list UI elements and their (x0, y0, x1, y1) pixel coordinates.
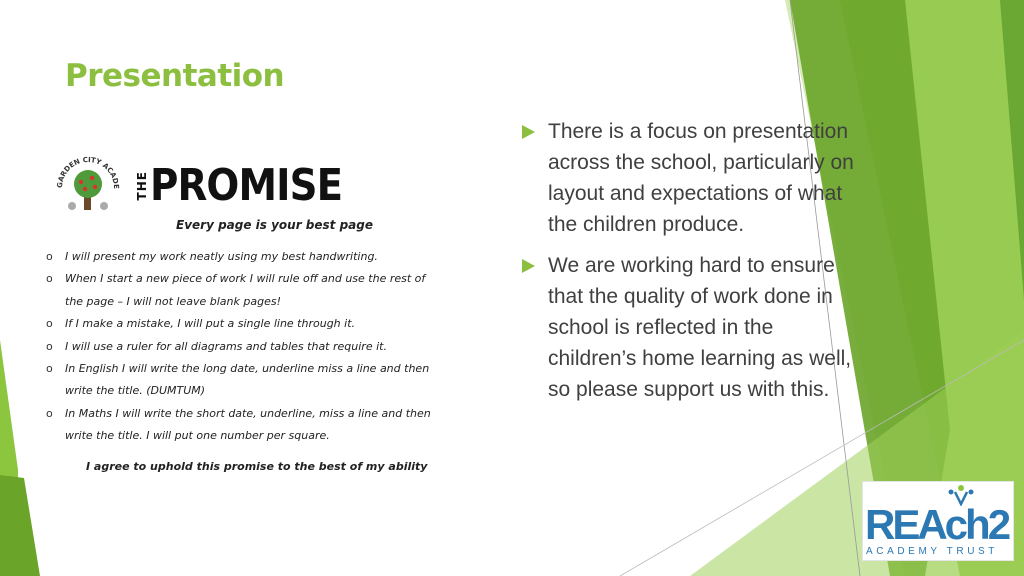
promise-item-continued: write the title. I will put one number per square. (65, 429, 330, 443)
promise-wordmark (136, 162, 368, 210)
promise-list (44, 246, 464, 448)
slide-title: Presentation (65, 58, 285, 94)
school-logo (52, 148, 124, 220)
bullet-text: There is a focus on presentation across the school, particularly on layout and expectations of what the children produce. (548, 120, 854, 236)
left-green-edge (0, 475, 40, 576)
promise-item: o In English I will write the long date, underline miss a line and then (46, 362, 430, 376)
reach2-wordmark: REAch2 (865, 501, 1009, 548)
promise-item: o In Maths I will write the short date, underline, miss a line and then (46, 406, 431, 420)
bullet-item (520, 250, 865, 405)
promise-tagline: Every page is your best page (176, 218, 374, 232)
slide-bullets (520, 116, 865, 415)
arrow-bullet-icon (522, 125, 535, 139)
promise-agreement: I agree to uphold this promise to the best of my ability (86, 460, 428, 473)
svg-text:GARDEN CITY ACADEMY: GARDEN CITY ACADE (55, 155, 121, 190)
promise-item-continued: the page – I will not leave blank pages! (65, 294, 281, 308)
promise-item: o If I make a mistake, I will put a single line through it. (46, 317, 356, 331)
promise-image (44, 148, 464, 478)
bullet-text: We are working hard to ensure that the quality of work done in school is reflected in the children’s home learning as well, so please support us with this. (548, 254, 852, 401)
promise-item: o I will present my work neatly using my best handwriting. (46, 250, 378, 263)
arrow-bullet-icon (522, 259, 535, 273)
promise-item-continued: write the title. (DUMTUM) (65, 384, 206, 398)
promise-item: o When I start a new piece of work I will rule off and use the rest of (46, 272, 426, 286)
wordmark-promise: PROMISE (150, 160, 343, 211)
bullet-item (520, 116, 865, 240)
reach2-logo (862, 481, 1014, 561)
tree-icon (52, 148, 124, 220)
reach2-subtitle: ACADEMY TRUST (866, 546, 999, 557)
wordmark-the: THE (135, 171, 149, 201)
promise-item: o I will use a ruler for all diagrams and tables that require it. (46, 339, 387, 353)
